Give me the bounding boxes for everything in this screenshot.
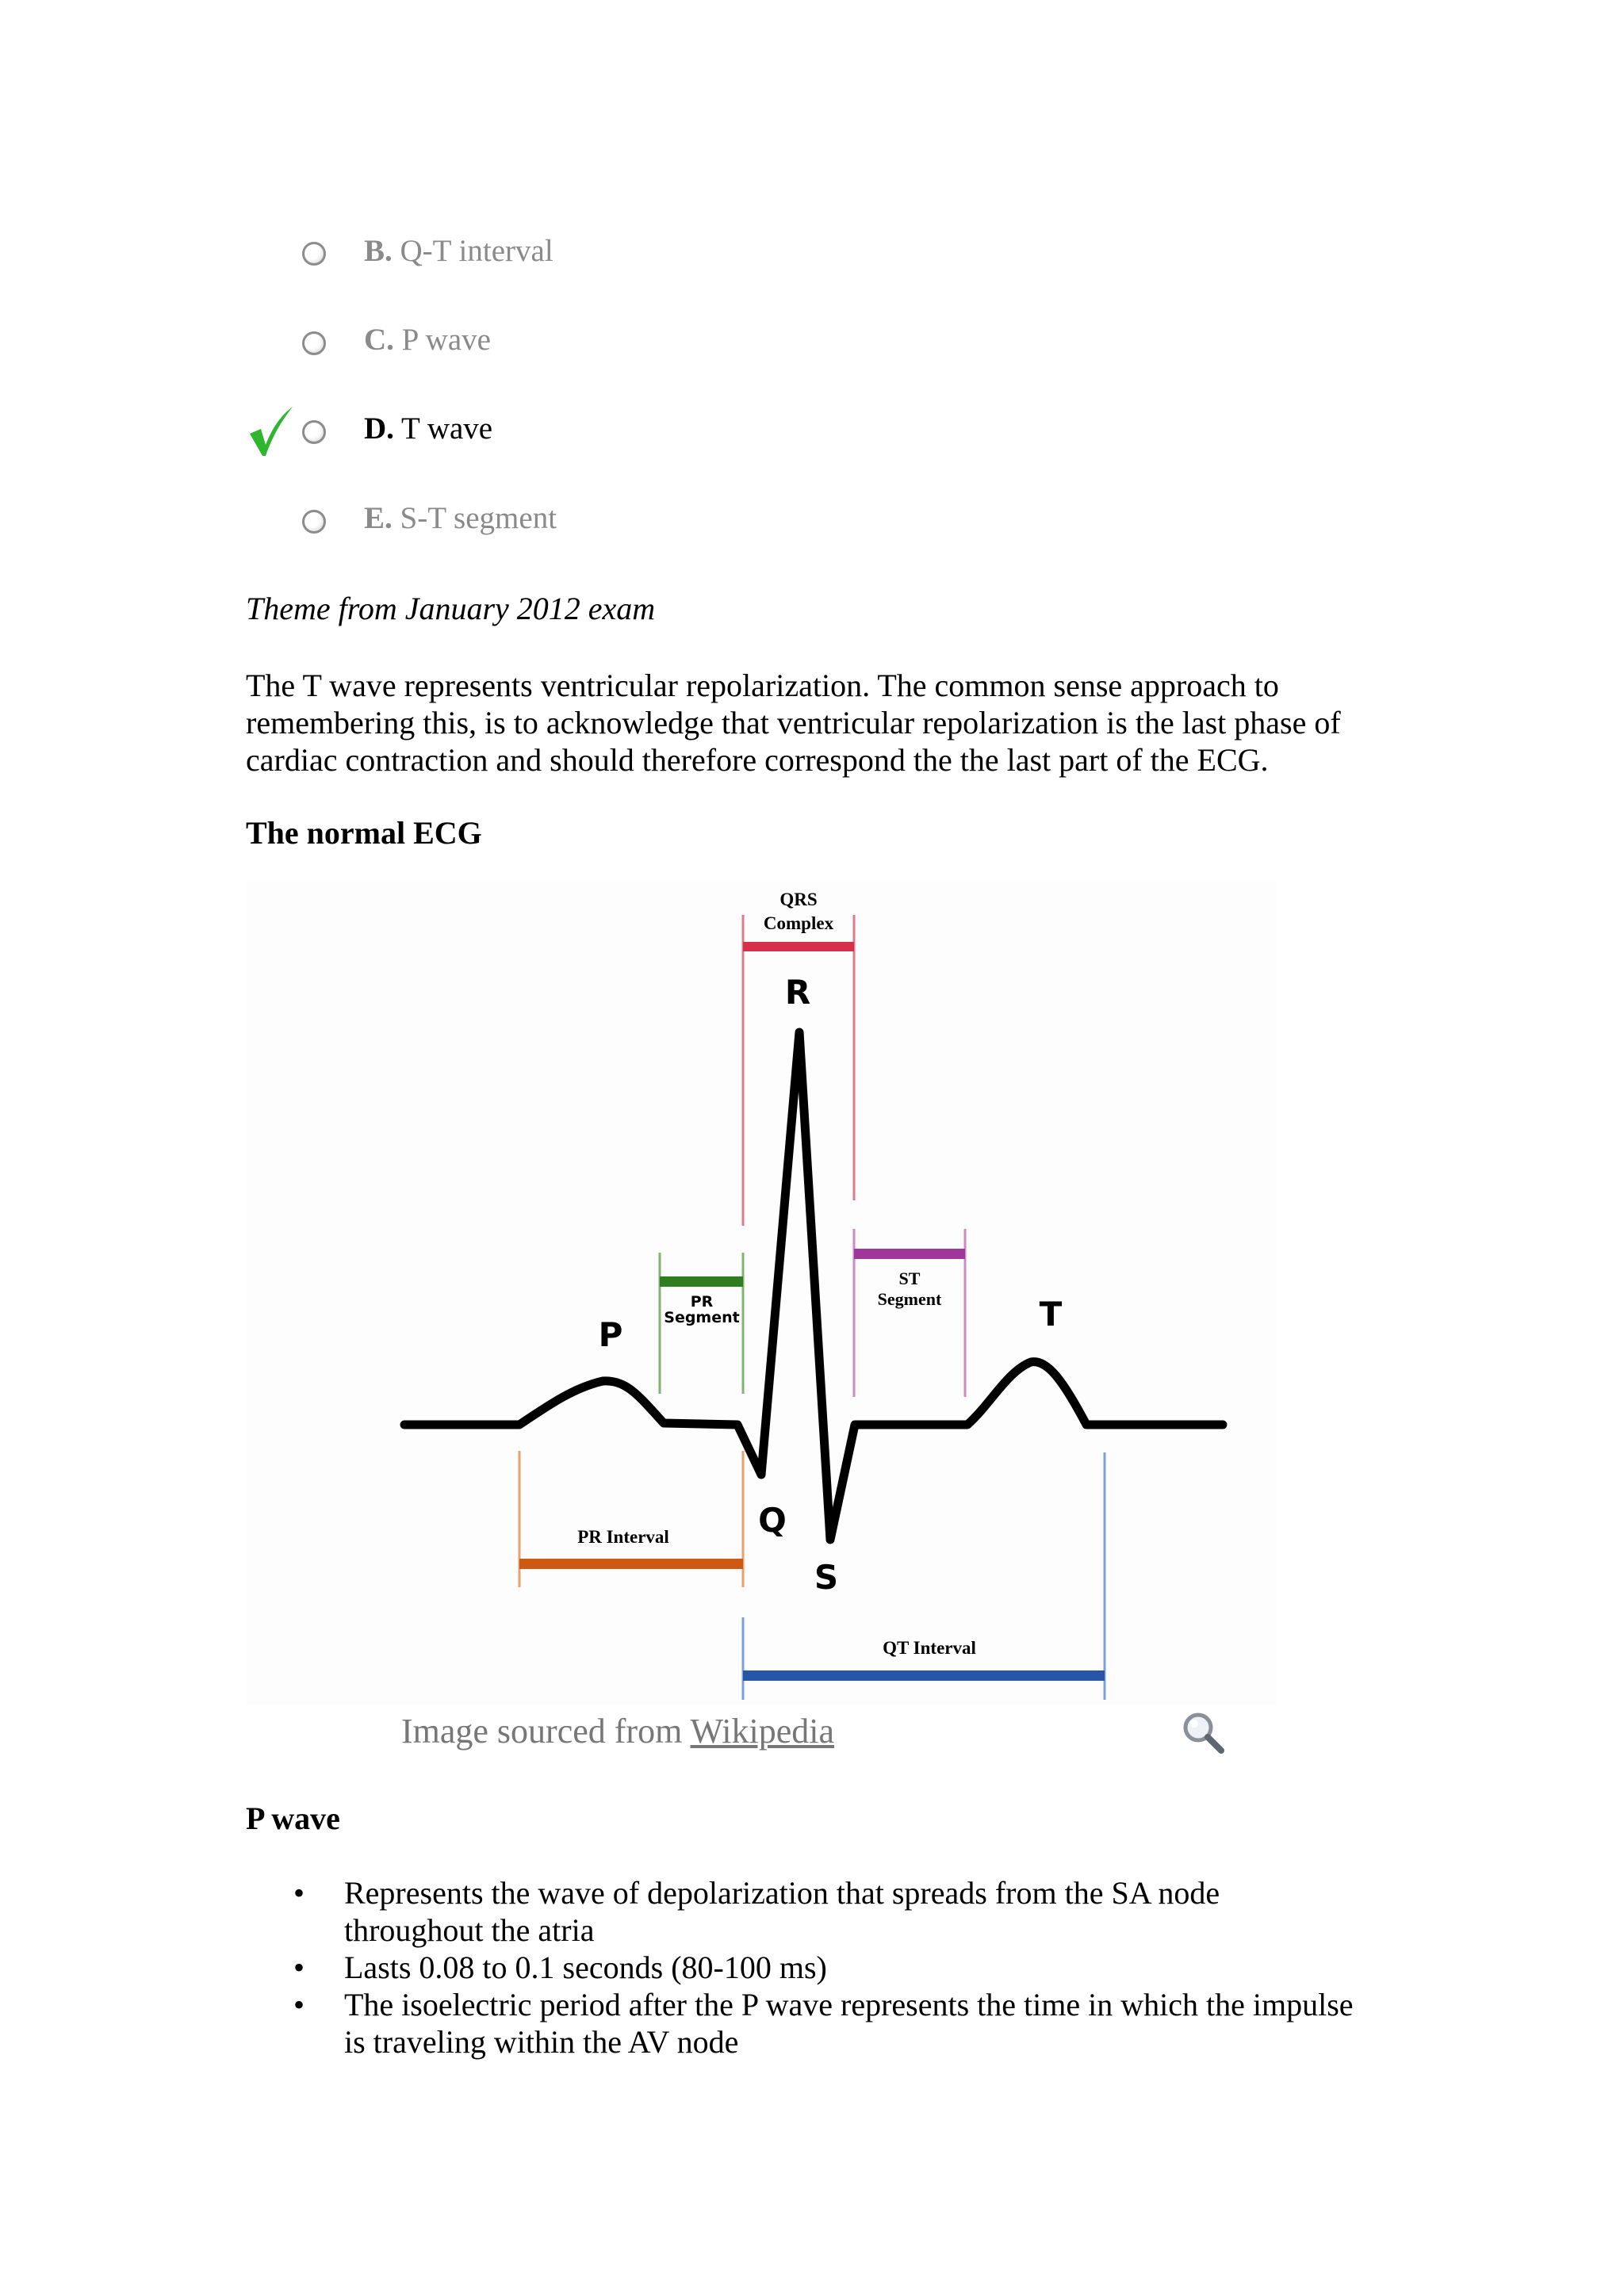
s-label: S: [814, 1558, 839, 1597]
q-label: Q: [758, 1501, 787, 1540]
r-label: R: [784, 973, 811, 1012]
section-title: The normal ECG: [246, 815, 482, 851]
option-text: T wave: [400, 411, 493, 446]
checkmark-icon: [247, 405, 294, 457]
p-label: P: [598, 1315, 623, 1354]
list-item: • The isoelectric period after the P wave represents the time in which the impulse is traveling within the AV node: [246, 1986, 1356, 2061]
wikipedia-link[interactable]: Wikipedia: [690, 1712, 835, 1751]
magnifier-icon[interactable]: [1182, 1711, 1226, 1755]
image-caption: [401, 1711, 834, 1751]
p-wave-title: P wave: [246, 1800, 340, 1836]
t-label: T: [1039, 1295, 1063, 1334]
p-wave-list: [246, 1874, 1356, 2061]
st-seg-label-2: Segment: [877, 1289, 942, 1309]
pr-interval-label: PR Interval: [577, 1527, 669, 1547]
option-letter: C.: [364, 323, 394, 357]
option-text: S-T segment: [400, 501, 557, 535]
option-text: P wave: [401, 323, 491, 357]
explanation-text: The T wave represents ventricular repolarization. The common sense approach to remembering this, is to acknowledge that ventricular repolarization is the last phase of cardiac contraction and should therefore correspond the the last part of the ECG.: [246, 668, 1341, 778]
pr-seg-label-1: PR: [690, 1293, 714, 1311]
theme-note: Theme from January 2012 exam: [246, 591, 656, 626]
qrs-label-2: Complex: [763, 913, 834, 933]
radio-d[interactable]: [302, 420, 326, 444]
option-text: Q-T interval: [400, 234, 553, 268]
list-item: • Lasts 0.08 to 0.1 seconds (80-100 ms): [246, 1949, 1356, 1986]
radio-c[interactable]: [302, 331, 326, 355]
st-seg-label-1: ST: [898, 1269, 921, 1288]
option-letter: B.: [364, 234, 393, 268]
qrs-label-1: QRS: [779, 890, 818, 909]
radio-e[interactable]: [302, 510, 326, 534]
option-letter: E.: [364, 501, 393, 535]
option-letter: D.: [364, 411, 394, 446]
radio-b[interactable]: [302, 242, 326, 266]
list-item: • Represents the wave of depolarization that spreads from the SA node throughout the atria: [246, 1874, 1356, 1949]
qt-interval-label: QT Interval: [883, 1638, 976, 1658]
pr-seg-label-2: Segment: [664, 1309, 740, 1326]
caption-prefix: Image sourced from: [401, 1712, 691, 1751]
ecg-diagram: [246, 880, 1277, 1705]
